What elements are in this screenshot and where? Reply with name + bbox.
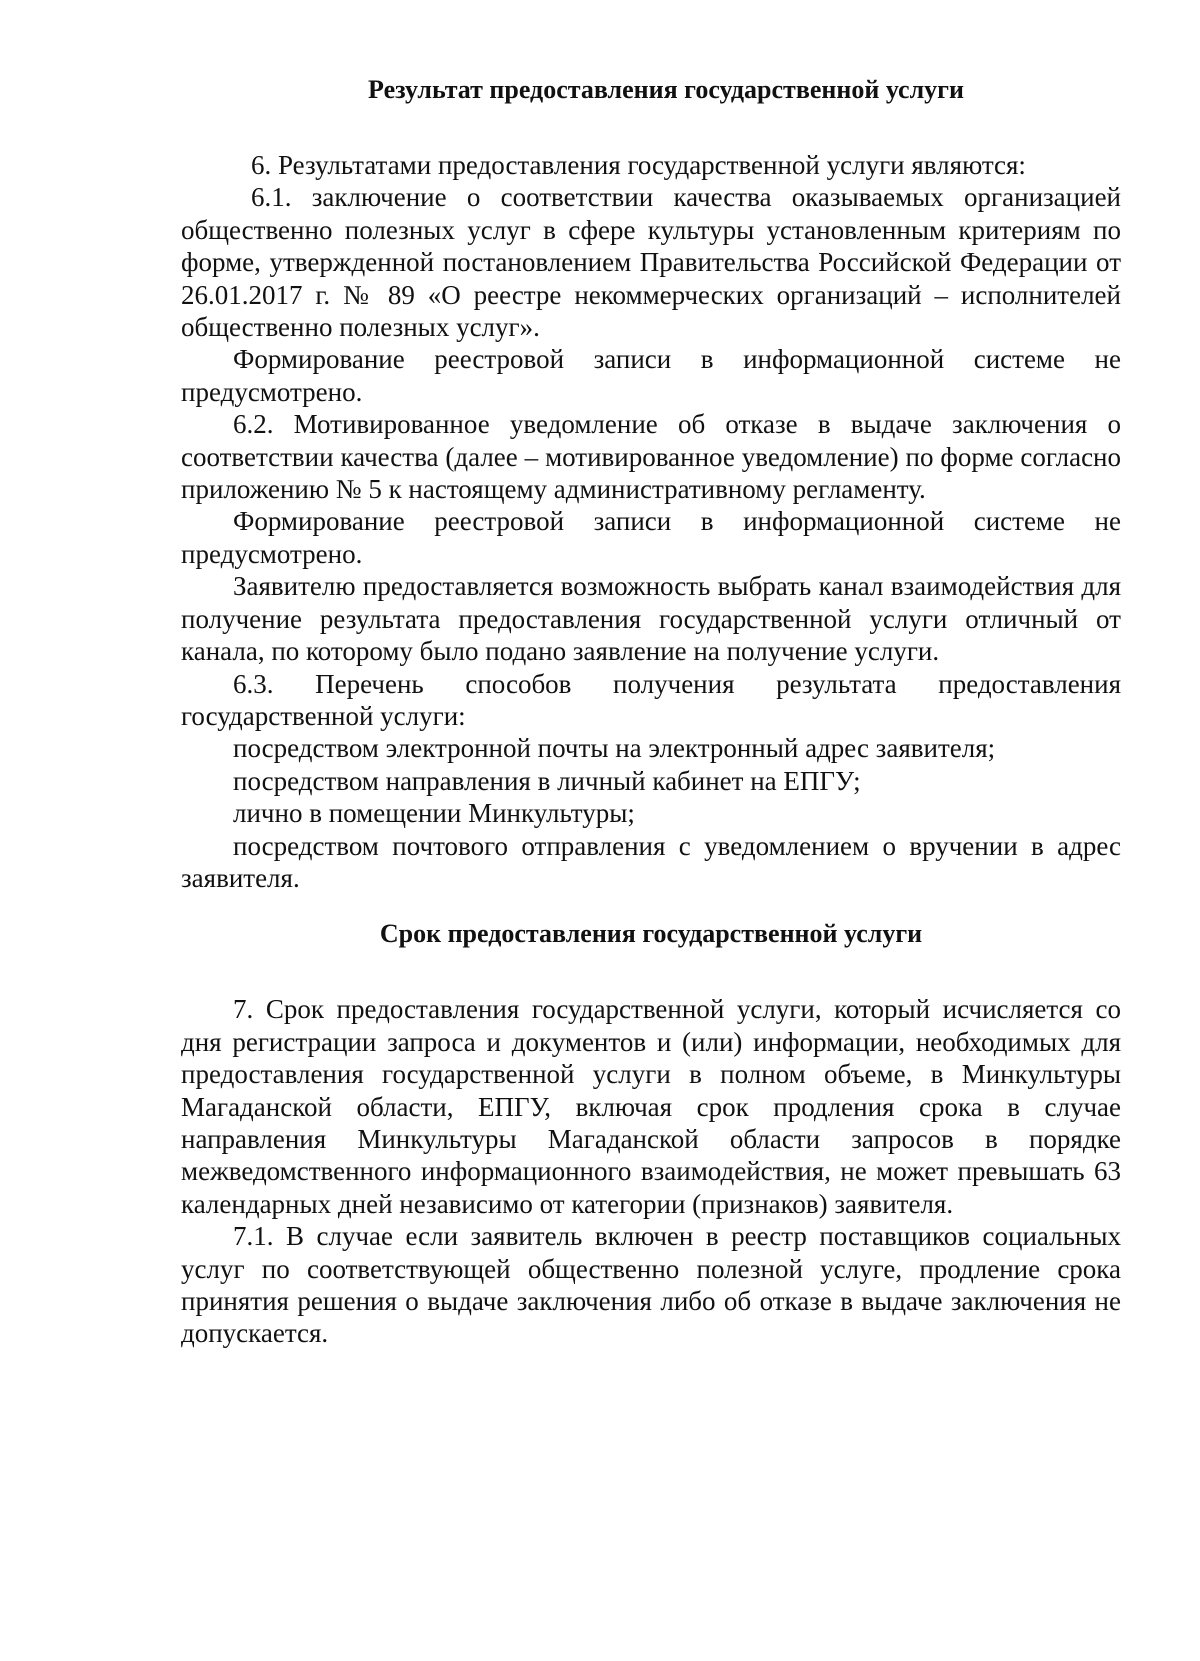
spacer (181, 950, 1121, 993)
list-item-email: посредством электронной почты на электронный адрес заявителя; (233, 733, 996, 764)
list-item-post: посредством почтового отправления с уведомлением о вручении в адрес заявителя. (181, 830, 1121, 893)
spacer (181, 106, 1121, 149)
list-item-cabinet: посредством направления в личный кабинет на ЕПГУ; (233, 765, 861, 796)
section-heading-term: Срок предоставления государственной услуги (379, 919, 923, 949)
paragraph-6-3: 6.3. Перечень способов получения результата предоставления государственной услуги: (181, 668, 1121, 731)
paragraph-6: 6. Результатами предоставления государственной услуги являются: (251, 150, 1026, 180)
spacer (181, 894, 1121, 918)
list-item-in-person: лично в помещении Минкультуры; (233, 798, 635, 829)
paragraph-channel: Заявителю предоставляется возможность выбрать канал взаимодействия для получение результата предоставления государственной услуги отличный от канала, по которому было подано заявление на получение услуги. (181, 571, 1121, 667)
paragraph-7: 7. Срок предоставления государственной услуги, который исчисляется со дня регистрации запроса и документов и (или) информации, необходимых для предоставления государственной услуги в полном объеме, в Минкультуры Магаданской области, ЕПГУ, включая срок продления срока в случае направления Минкультуры Магаданской области запросов в порядке межведомственного информационного взаимодействия, не может превышать 63 календарных дней независимо от категории (признаков) заявителя. (181, 994, 1121, 1219)
document-content (181, 74, 1121, 1350)
paragraph-registry-note-1: Формирование реестровой записи в информационной системе не предусмотрено. (181, 344, 1121, 407)
paragraph-registry-note-2: Формирование реестровой записи в информационной системе не предусмотрено. (181, 506, 1121, 569)
section-heading-result: Результат предоставления государственной услуги (368, 75, 964, 104)
paragraph-6-2: 6.2. Мотивированное уведомление об отказе в выдаче заключения о соответствии качества (далее – мотивированное уведомление) по форме согласно приложению № 5 к настоящему административному регламенту. (181, 409, 1121, 505)
paragraph-6-1: 6.1. заключение о соответствии качества оказываемых организацией общественно полезных услуг в сфере культуры установленным критериям по форме, утвержденной постановлением Правительства Российской Федерации от 26.01.2017 г. № 89 «О реестре некоммерческих организаций – исполнителей общественно полезных услуг». (181, 182, 1121, 343)
paragraph-7-1: 7.1. В случае если заявитель включен в реестр поставщиков социальных услуг по соответствующей общественно полезной услуге, продление срока принятия решения о выдаче заключения либо об отказе в выдаче заключения не допускается. (181, 1221, 1121, 1349)
